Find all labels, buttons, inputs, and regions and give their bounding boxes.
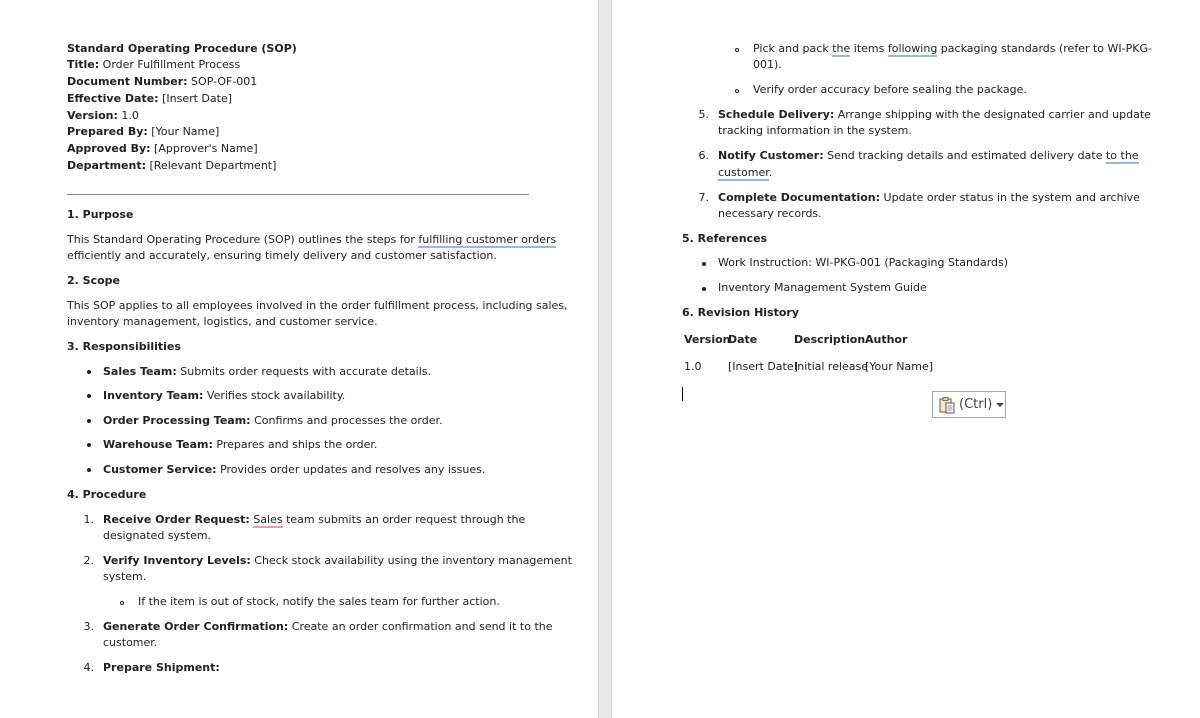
document-page-right[interactable] <box>612 0 1200 718</box>
table-cell: [Your Name] <box>865 360 934 373</box>
table-header: Date <box>728 333 758 346</box>
scope-text-cont: inventory management, logistics, and customer service. <box>67 315 378 328</box>
table-cell: [Insert Date] <box>728 360 798 373</box>
list-item: Customer Service: Provides order updates and resolves any issues. <box>103 463 486 476</box>
document-title: Standard Operating Procedure (SOP) <box>67 42 297 55</box>
sub-bullet-icon <box>735 48 739 52</box>
table-header: Version <box>684 333 731 346</box>
list-number: 5. <box>698 108 709 121</box>
responsibilities-heading: 3. Responsibilities <box>67 340 181 353</box>
approved-by-line: Approved By: [Approver's Name] <box>67 142 258 155</box>
spelling-suggestion[interactable]: Sales <box>253 513 283 526</box>
purpose-text: This Standard Operating Procedure (SOP) outlines the steps for fulfilling customer orders <box>67 233 557 246</box>
scope-heading: 2. Scope <box>67 274 120 287</box>
sub-bullet-icon <box>735 89 739 93</box>
paste-options-button[interactable] <box>932 391 1006 418</box>
procedure-step-cont: necessary records. <box>718 207 822 220</box>
procedure-substep: Verify order accuracy before sealing the package. <box>753 83 1027 96</box>
procedure-step: Prepare Shipment: <box>103 661 220 674</box>
bullet-icon <box>87 468 91 472</box>
clipboard-paste-icon <box>938 396 956 414</box>
procedure-step-cont: customer. <box>718 166 773 179</box>
effective-date-line: Effective Date: [Insert Date] <box>67 92 232 105</box>
scope-text: This SOP applies to all employees involved in the order fulfillment process, including sales, <box>67 299 568 312</box>
list-number: 3. <box>83 620 94 633</box>
grammar-suggestion[interactable]: customer <box>718 166 769 179</box>
list-item: Order Processing Team: Confirms and processes the order. <box>103 414 443 427</box>
bullet-icon <box>702 262 706 266</box>
procedure-step-cont: designated system. <box>103 529 212 542</box>
procedure-substep-cont: 001). <box>753 58 782 71</box>
bullet-icon <box>87 419 91 423</box>
references-heading: 5. References <box>682 232 768 245</box>
procedure-step: Verify Inventory Levels: Check stock availability using the inventory management <box>103 554 572 567</box>
revision-heading: 6. Revision History <box>682 306 800 319</box>
bullet-icon <box>87 394 91 398</box>
bullet-icon <box>87 370 91 374</box>
document-number-line: Document Number: SOP-OF-001 <box>67 75 258 88</box>
paste-options-label: (Ctrl) <box>959 397 993 412</box>
list-number: 6. <box>698 149 709 162</box>
list-item: Inventory Management System Guide <box>718 281 927 294</box>
list-item: Warehouse Team: Prepares and ships the order. <box>103 438 378 451</box>
procedure-step: Generate Order Confirmation: Create an order confirmation and send it to the <box>103 620 553 633</box>
list-item: Sales Team: Submits order requests with accurate details. <box>103 365 431 378</box>
procedure-step-cont: system. <box>103 570 147 583</box>
grammar-suggestion[interactable]: the <box>832 42 851 55</box>
list-number: 7. <box>698 191 709 204</box>
list-number: 2. <box>83 554 94 567</box>
version-line: Version: 1.0 <box>67 109 139 122</box>
department-line: Department: [Relevant Department] <box>67 159 277 172</box>
list-number: 1. <box>83 513 94 526</box>
bullet-icon <box>87 443 91 447</box>
prepared-by-line: Prepared By: [Your Name] <box>67 125 220 138</box>
procedure-step-cont: tracking information in the system. <box>718 124 912 137</box>
table-cell: 1.0 <box>684 360 702 373</box>
grammar-suggestion[interactable]: fulfilling customer orders <box>418 233 557 246</box>
grammar-suggestion[interactable]: following <box>887 42 938 55</box>
table-header: Author <box>865 333 908 346</box>
bullet-icon <box>702 287 706 291</box>
text-cursor <box>682 387 683 401</box>
procedure-step: Complete Documentation: Update order status in the system and archive <box>718 191 1140 204</box>
purpose-heading: 1. Purpose <box>67 208 134 221</box>
procedure-step: Receive Order Request: Sales team submits an order request through the <box>103 513 526 526</box>
title-line: Title: Order Fulfillment Process <box>67 58 241 71</box>
list-item: Inventory Team: Verifies stock availability. <box>103 389 346 402</box>
procedure-step: Notify Customer: Send tracking details and estimated delivery date to the <box>718 149 1139 162</box>
table-cell: Initial release <box>794 360 869 373</box>
procedure-substep: Pick and pack the items following packaging standards (refer to WI-PKG- <box>753 42 1152 55</box>
document-page-left[interactable] <box>0 0 598 718</box>
page-gap <box>598 0 612 718</box>
procedure-step: Schedule Delivery: Arrange shipping with the designated carrier and update <box>718 108 1151 121</box>
list-number: 4. <box>83 661 94 674</box>
table-header: Description <box>794 333 866 346</box>
grammar-suggestion[interactable]: to the <box>1105 149 1139 162</box>
sub-bullet-icon <box>120 601 124 605</box>
list-item: Work Instruction: WI-PKG-001 (Packaging Standards) <box>718 256 1009 269</box>
procedure-heading: 4. Procedure <box>67 488 147 501</box>
chevron-down-icon <box>996 403 1004 407</box>
procedure-substep: If the item is out of stock, notify the sales team for further action. <box>138 595 500 608</box>
procedure-step-cont: customer. <box>103 636 158 649</box>
purpose-text-cont: efficiently and accurately, ensuring timely delivery and customer satisfaction. <box>67 249 497 262</box>
horizontal-rule <box>67 194 529 195</box>
